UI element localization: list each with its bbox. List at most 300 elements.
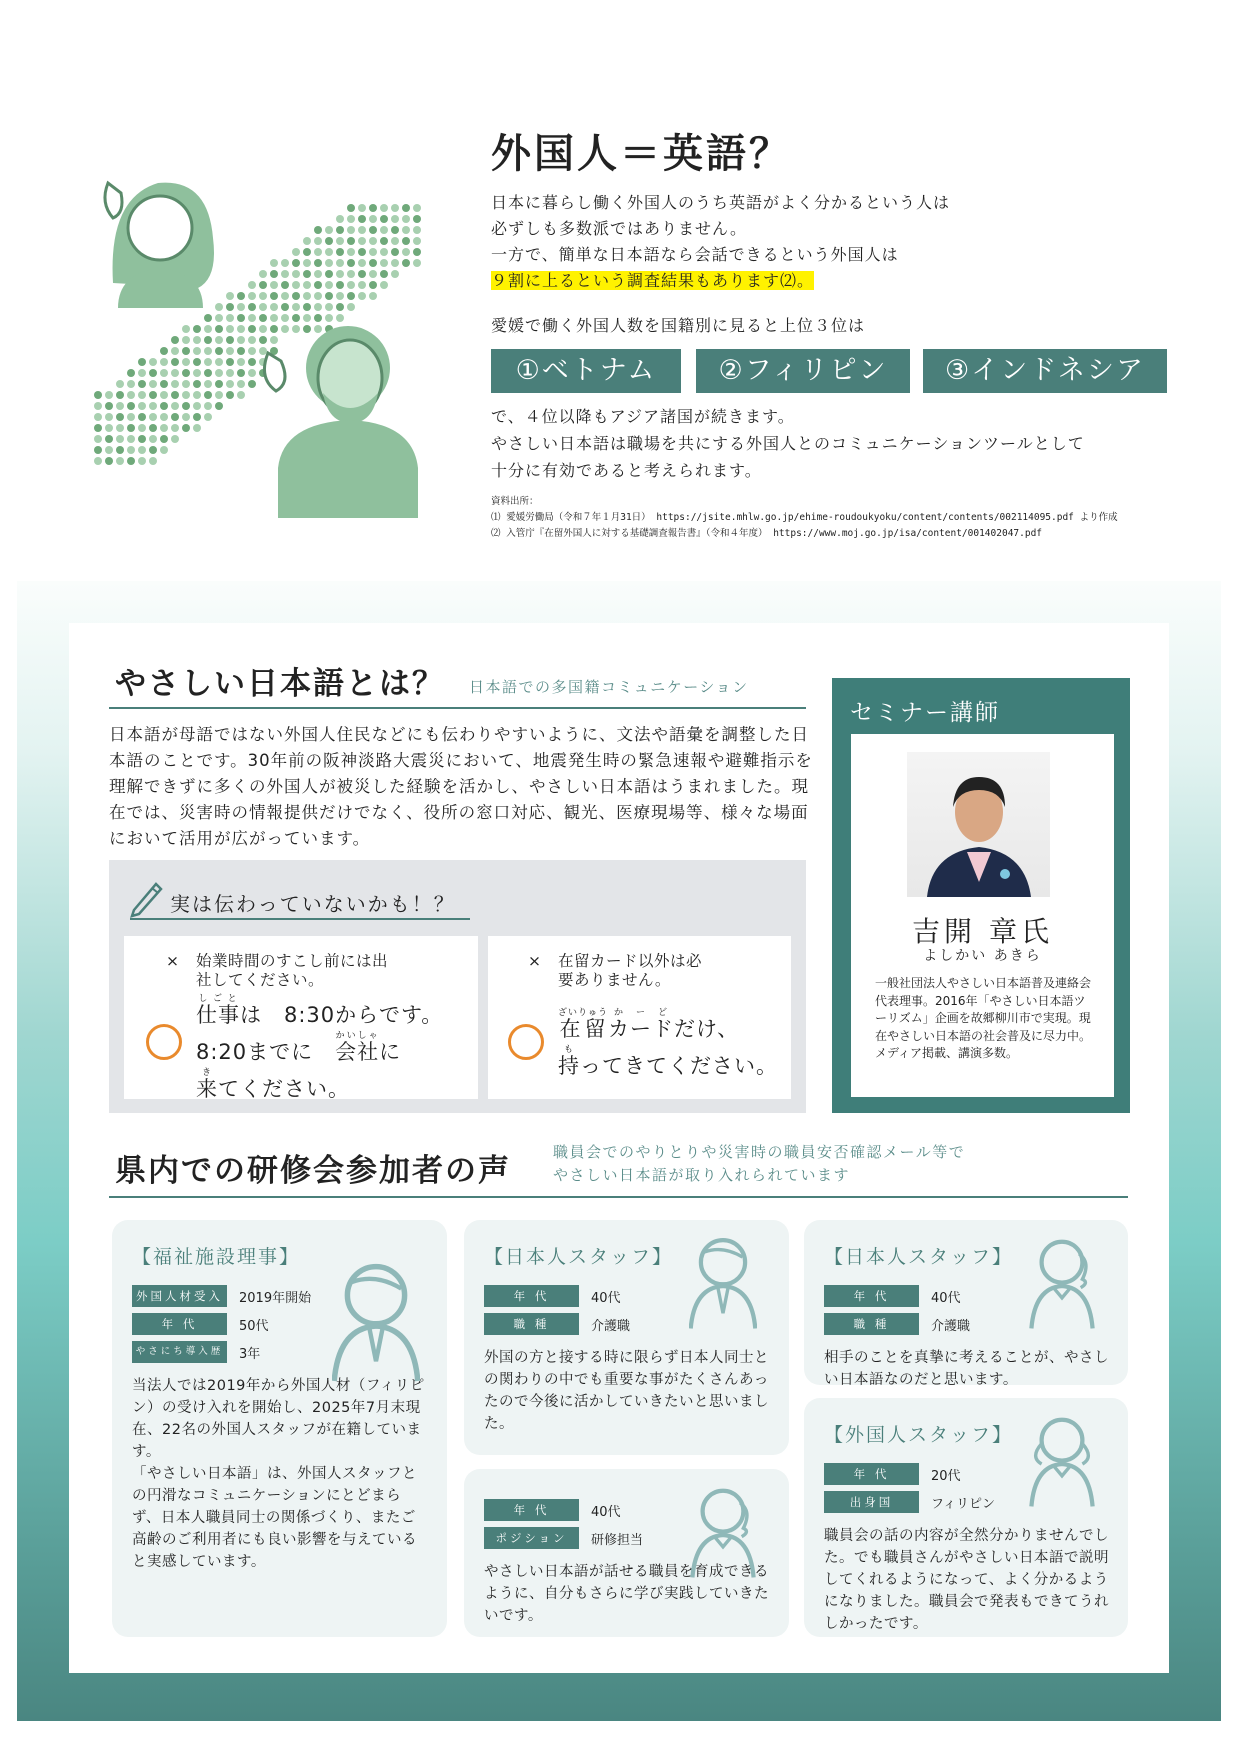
- voice-comment: やさしい日本語が話せる職員を育成できるように、自分もさらに学び実践していきたいです。: [484, 1564, 769, 1624]
- map-dot: [358, 226, 366, 234]
- map-dot: [237, 347, 245, 355]
- map-dot: [182, 325, 190, 333]
- map-dot: [171, 347, 179, 355]
- map-dot: [281, 281, 289, 289]
- person-icon: [332, 1260, 420, 1383]
- map-dot: [204, 369, 212, 377]
- map-dot: [171, 380, 179, 388]
- map-dot: [413, 204, 421, 212]
- country-rank-1: ①ベトナム: [491, 349, 681, 393]
- map-dot: [336, 292, 344, 300]
- map-dot: [215, 402, 223, 410]
- info-label: 年 代: [824, 1463, 919, 1485]
- map-dot: [237, 292, 245, 300]
- map-dot: [105, 457, 113, 465]
- map-dot: [303, 314, 311, 322]
- map-dot: [116, 435, 124, 443]
- map-dot: [380, 215, 388, 223]
- map-dot: [325, 248, 333, 256]
- map-dot: [127, 369, 135, 377]
- map-dot: [116, 446, 124, 454]
- map-dot: [215, 314, 223, 322]
- voice-card-title: 【福祉施設理事】: [132, 1246, 301, 1268]
- map-dot: [94, 435, 102, 443]
- map-dot: [347, 204, 355, 212]
- voice-card: [804, 1220, 1128, 1388]
- map-dot: [380, 226, 388, 234]
- map-dot: [116, 380, 124, 388]
- person-icon: [1028, 1413, 1096, 1508]
- map-dot: [226, 380, 234, 388]
- map-dot: [336, 314, 344, 322]
- map-dot: [193, 347, 201, 355]
- map-dot: [182, 391, 190, 399]
- map-dot: [171, 402, 179, 410]
- map-dot: [215, 303, 223, 311]
- voice-comment: 職員会の話の内容が全然分かりませんでした。でも職員さんがやさしい日本語で説明してくれるようになって、よく分かるようになりました。職員会で発表もできてうれしかったです。: [824, 1528, 1109, 1632]
- map-dot: [391, 237, 399, 245]
- source-item: ⑵ 入管庁『在留外国人に対する基礎調査報告書』（令和４年度） https://www.moj.go.jp/isa/content/001402047.pdf: [491, 528, 1043, 539]
- info-label: ポジション: [484, 1527, 579, 1549]
- voice-card: [112, 1220, 447, 1637]
- info-value: 研修担当: [591, 1532, 644, 1548]
- map-dot: [138, 358, 146, 366]
- map-dot: [215, 347, 223, 355]
- map-dot: [369, 204, 377, 212]
- map-dot: [94, 457, 102, 465]
- followup-line: で、４位以降もアジア諸国が続きます。: [491, 407, 795, 426]
- map-dot: [182, 369, 190, 377]
- map-dot: [336, 281, 344, 289]
- map-dot: [215, 358, 223, 366]
- map-dot: [248, 325, 256, 333]
- map-dot: [325, 237, 333, 245]
- map-dot: [160, 424, 168, 432]
- voice-card: [464, 1469, 789, 1637]
- map-dot: [358, 270, 366, 278]
- map-dot: [358, 281, 366, 289]
- divider: [109, 707, 806, 709]
- map-dot: [347, 226, 355, 234]
- map-dot: [171, 413, 179, 421]
- info-value: 40代: [591, 1290, 621, 1306]
- map-dot: [237, 391, 245, 399]
- map-dot: [105, 413, 113, 421]
- followup-line: やさしい日本語は職場を共にする外国人とのコミュニケーションツールとして: [491, 434, 1085, 453]
- map-dot: [116, 457, 124, 465]
- map-dot: [303, 237, 311, 245]
- map-dot: [149, 402, 157, 410]
- map-dot: [369, 248, 377, 256]
- map-dot: [226, 369, 234, 377]
- map-dot: [182, 424, 190, 432]
- country-rank-3: ③インドネシア: [923, 349, 1167, 393]
- seminar-title: セミナー講師: [850, 700, 1000, 726]
- map-dot: [138, 413, 146, 421]
- bad-example: 始業時間のすこし前には出社してください。: [196, 952, 389, 989]
- map-dot: [193, 391, 201, 399]
- map-dot: [127, 413, 135, 421]
- map-dot: [171, 424, 179, 432]
- map-dot: [171, 369, 179, 377]
- map-dot: [270, 303, 278, 311]
- map-dot: [105, 424, 113, 432]
- map-dot: [160, 380, 168, 388]
- map-dot: [248, 336, 256, 344]
- map-dot: [369, 215, 377, 223]
- about-title: やさしい日本語とは？: [115, 666, 445, 702]
- map-dot: [259, 270, 267, 278]
- map-dot: [127, 391, 135, 399]
- map-dot: [204, 402, 212, 410]
- map-dot: [204, 413, 212, 421]
- info-label: 年 代: [132, 1313, 227, 1335]
- map-dot: [325, 314, 333, 322]
- headline: 外国人＝英語？: [491, 131, 792, 177]
- map-dot: [380, 259, 388, 267]
- map-dot: [413, 259, 421, 267]
- map-dot: [193, 380, 201, 388]
- example-title: 実は伝わっていないかも！？: [170, 892, 456, 916]
- map-dot: [358, 204, 366, 212]
- map-dot: [270, 270, 278, 278]
- map-dot: [116, 424, 124, 432]
- map-dot: [127, 435, 135, 443]
- map-dot: [138, 391, 146, 399]
- voice-card-title: 【日本人スタッフ】: [824, 1246, 1014, 1268]
- about-text: 日本語が母語ではない外国人住民などにも伝わりやすいように、文法や語彙を調整した日本語のことです。30年前の阪神淡路大震災において、地震発生時の緊急速報や避難指示を理解できずに多くの外国人が被災した経験を活かし、やさしい日本語はうまれました。現在では、災害時の情報提供だけでなく、役所の窓口対応、観光、医療現場等、様々な場面において活用が広がっています。: [109, 725, 813, 848]
- map-dot: [116, 402, 124, 410]
- map-dot: [248, 303, 256, 311]
- map-dot: [248, 292, 256, 300]
- info-value: 2019年開始: [239, 1290, 312, 1306]
- map-dot: [325, 292, 333, 300]
- map-dot: [182, 358, 190, 366]
- map-dot: [402, 215, 410, 223]
- cross-mark: ×: [166, 952, 180, 970]
- map-dot: [127, 457, 135, 465]
- map-dot: [314, 259, 322, 267]
- map-dot: [215, 391, 223, 399]
- voices-subtitle: [553, 1141, 965, 1187]
- map-dot: [347, 237, 355, 245]
- map-dot: [116, 413, 124, 421]
- map-dot: [303, 259, 311, 267]
- sources-label: 資料出所：: [491, 496, 539, 507]
- map-dot: [149, 457, 157, 465]
- map-dot: [369, 237, 377, 245]
- map-dot: [248, 380, 256, 388]
- map-dot: [413, 237, 421, 245]
- info-label: 年 代: [484, 1499, 579, 1521]
- good-circle-icon: [508, 1024, 544, 1060]
- map-dot: [105, 435, 113, 443]
- map-dot: [138, 380, 146, 388]
- map-dot: [336, 270, 344, 278]
- map-dot: [149, 435, 157, 443]
- map-dot: [248, 314, 256, 322]
- map-dot: [358, 237, 366, 245]
- map-dot: [358, 259, 366, 267]
- map-dot: [281, 314, 289, 322]
- map-dot: [94, 424, 102, 432]
- map-dot: [237, 303, 245, 311]
- country-rank-2: ②フィリピン: [696, 349, 910, 393]
- divider: [130, 918, 470, 920]
- map-dot: [281, 303, 289, 311]
- map-dot: [248, 369, 256, 377]
- map-dot: [259, 314, 267, 322]
- person-icon: [689, 1235, 757, 1330]
- map-dot: [94, 446, 102, 454]
- info-value: 40代: [591, 1504, 621, 1520]
- map-dot: [347, 303, 355, 311]
- example-card: [488, 936, 791, 1099]
- voice-comment: 当法人では2019年から外国人材（フィリピン）の受け入れを開始し、2025年7月末現在、22名の外国人スタッフが在籍しています。 「やさしい日本語」は、外国人スタッフとの円滑なコミュニケーションにとどまらず、日本人職員同士の関係づくり、またご高齢のご利用者にも良い影響を与えていると実感しています。: [132, 1378, 425, 1570]
- map-dot: [248, 347, 256, 355]
- map-dot: [204, 336, 212, 344]
- good-example: 仕事しごとは 8:30からです。 8:20までに 会社かいしゃに 来きてください。: [196, 994, 444, 1101]
- map-dot: [303, 292, 311, 300]
- ranking-lead: 愛媛で働く外国人数を国籍別に見ると上位３位は: [491, 316, 866, 335]
- map-dot: [204, 380, 212, 388]
- lecturer-photo: [907, 752, 1050, 897]
- map-dot: [105, 446, 113, 454]
- map-dot: [160, 358, 168, 366]
- map-dot: [369, 270, 377, 278]
- map-dot: [204, 391, 212, 399]
- map-dot: [193, 358, 201, 366]
- pencil-icon: [128, 878, 164, 918]
- map-dot: [237, 325, 245, 333]
- map-dot: [303, 248, 311, 256]
- map-dot: [314, 248, 322, 256]
- map-dot: [226, 391, 234, 399]
- map-dot: [182, 402, 190, 410]
- map-dot: [303, 281, 311, 289]
- map-dot: [270, 314, 278, 322]
- map-dot: [380, 237, 388, 245]
- good-example: 在留ざいりゅうカードかーどだけ、 持もってきてください。: [558, 1008, 778, 1078]
- map-dot: [292, 248, 300, 256]
- map-dot: [259, 336, 267, 344]
- map-dot: [138, 446, 146, 454]
- map-dot: [149, 391, 157, 399]
- map-dot: [237, 314, 245, 322]
- map-dot: [160, 391, 168, 399]
- map-dot: [171, 435, 179, 443]
- map-dot: [193, 424, 201, 432]
- map-dot: [226, 314, 234, 322]
- map-dot: [281, 270, 289, 278]
- map-dot: [237, 380, 245, 388]
- map-dot: [259, 347, 267, 355]
- divider: [109, 1196, 1128, 1198]
- intro-line: 日本に暮らし働く外国人のうち英語がよく分かるという人は: [491, 193, 951, 212]
- info-label: 外国人材受入: [132, 1285, 227, 1307]
- map-dot: [336, 248, 344, 256]
- map-dot: [347, 281, 355, 289]
- good-circle-icon: [146, 1024, 182, 1060]
- map-dot: [303, 270, 311, 278]
- map-dot: [369, 292, 377, 300]
- map-dot: [336, 226, 344, 234]
- map-dot: [402, 237, 410, 245]
- map-dot: [149, 369, 157, 377]
- people-map-illustration: [78, 138, 438, 518]
- intro-text: [491, 190, 950, 294]
- person-icon: [689, 1484, 757, 1579]
- man-icon: [264, 326, 418, 518]
- lecturer-name-kana: よしかい あきら: [923, 948, 1042, 964]
- example-card: [124, 936, 478, 1099]
- voice-card-title: 【外国人スタッフ】: [824, 1424, 1014, 1446]
- map-dot: [226, 358, 234, 366]
- map-dot: [336, 215, 344, 223]
- map-dot: [314, 237, 322, 245]
- map-dot: [160, 369, 168, 377]
- intro-line: 一方で、簡単な日本語なら会話できるという外国人は: [491, 245, 899, 264]
- map-dot: [347, 292, 355, 300]
- map-dot: [160, 435, 168, 443]
- map-dot: [259, 303, 267, 311]
- map-dot: [347, 270, 355, 278]
- lecturer-bio: 一般社団法人やさしい日本語普及連絡会代表理事。2016年「やさしい日本語ツーリズム」企画を故郷柳川市で実現。現在やさしい日本語の社会普及に尽力中。メディア掲載、講演多数。: [875, 976, 1092, 1060]
- map-dot: [270, 325, 278, 333]
- map-dot: [215, 369, 223, 377]
- map-dot: [325, 281, 333, 289]
- info-value: 介護職: [931, 1318, 971, 1334]
- voice-card: [464, 1220, 789, 1455]
- map-dot: [391, 226, 399, 234]
- map-dot: [358, 248, 366, 256]
- info-label: 出身国: [824, 1491, 919, 1513]
- source-item: ⑴ 愛媛労働局（令和７年１月31日） https://jsite.mhlw.go.jp/ehime-roudoukyoku/content/contents/002114095.pdf より作成: [491, 512, 1118, 523]
- map-dot: [226, 325, 234, 333]
- map-dot: [347, 259, 355, 267]
- map-dot: [204, 358, 212, 366]
- map-dot: [292, 270, 300, 278]
- map-dot: [402, 204, 410, 212]
- map-dot: [138, 402, 146, 410]
- map-dot: [413, 215, 421, 223]
- map-dot: [94, 413, 102, 421]
- map-dot: [413, 248, 421, 256]
- voices-title: 県内での研修会参加者の声: [115, 1153, 511, 1189]
- map-dot: [160, 347, 168, 355]
- voice-comment: 相手のことを真摯に考えることが、やさしい日本語なのだと思います。: [824, 1350, 1109, 1388]
- info-label: 年 代: [824, 1285, 919, 1307]
- map-dot: [281, 259, 289, 267]
- woman-icon: [105, 183, 214, 308]
- map-dot: [347, 215, 355, 223]
- map-dot: [149, 413, 157, 421]
- lecturer-name: 吉開 章氏: [912, 915, 1053, 948]
- map-dot: [380, 270, 388, 278]
- map-dot: [303, 303, 311, 311]
- map-dot: [358, 215, 366, 223]
- map-dot: [226, 303, 234, 311]
- map-dot: [226, 292, 234, 300]
- subtitle-line: やさしい日本語が取り入れられています: [553, 1166, 851, 1184]
- map-dot: [292, 303, 300, 311]
- map-dot: [314, 281, 322, 289]
- map-dot: [380, 248, 388, 256]
- map-dot: [182, 347, 190, 355]
- map-dot: [391, 215, 399, 223]
- map-dot: [171, 336, 179, 344]
- map-dot: [314, 292, 322, 300]
- map-dot: [160, 413, 168, 421]
- map-dot: [325, 226, 333, 234]
- map-dot: [127, 402, 135, 410]
- map-dot: [292, 281, 300, 289]
- info-label: 職 種: [484, 1313, 579, 1335]
- map-dot: [138, 369, 146, 377]
- map-dot: [347, 248, 355, 256]
- map-dot: [149, 358, 157, 366]
- map-dot: [292, 325, 300, 333]
- map-dot: [215, 336, 223, 344]
- subtitle-line: 職員会でのやりとりや災害時の職員安否確認メール等で: [553, 1143, 966, 1161]
- intro-line: 必ずしも多数派ではありません。: [491, 219, 747, 238]
- map-dot: [402, 226, 410, 234]
- map-dot: [369, 281, 377, 289]
- map-dot: [149, 424, 157, 432]
- map-dot: [237, 358, 245, 366]
- map-dot: [138, 424, 146, 432]
- map-dot: [226, 336, 234, 344]
- map-dot: [259, 325, 267, 333]
- info-label: 年 代: [484, 1285, 579, 1307]
- info-value: フィリピン: [931, 1496, 995, 1512]
- about-subtitle: 日本語での多国籍コミュニケーション: [469, 678, 749, 696]
- map-dot: [369, 259, 377, 267]
- map-dot: [281, 325, 289, 333]
- map-dot: [314, 226, 322, 234]
- map-dot: [270, 281, 278, 289]
- map-dot: [281, 292, 289, 300]
- info-value: 介護職: [591, 1318, 631, 1334]
- map-dot: [413, 226, 421, 234]
- map-dot: [314, 303, 322, 311]
- map-dot: [149, 380, 157, 388]
- map-dot: [171, 358, 179, 366]
- info-value: 40代: [931, 1290, 961, 1306]
- map-dot: [204, 314, 212, 322]
- map-dot: [325, 259, 333, 267]
- voice-comment: 外国の方と接する時に限らず日本人同士との関わりの中でも重要な事がたくさんあったので今後に活かしていきたいと思いました。: [484, 1350, 769, 1432]
- followup-line: 十分に有効であると考えられます。: [491, 461, 762, 480]
- map-dot: [391, 248, 399, 256]
- map-dot: [402, 248, 410, 256]
- cross-mark: ×: [528, 952, 542, 970]
- map-dot: [314, 325, 322, 333]
- voice-card: [804, 1398, 1128, 1637]
- ranking-followup: [491, 403, 1085, 484]
- map-dot: [138, 435, 146, 443]
- map-dot: [292, 314, 300, 322]
- info-label: やさにち導入歴: [132, 1341, 227, 1363]
- map-dot: [171, 391, 179, 399]
- map-dot: [391, 259, 399, 267]
- map-dot: [204, 347, 212, 355]
- info-label: 職 種: [824, 1313, 919, 1335]
- map-dot: [358, 292, 366, 300]
- map-dot: [215, 380, 223, 388]
- map-dot: [226, 347, 234, 355]
- bad-example: 在留カード以外は必要ありません。: [558, 952, 703, 989]
